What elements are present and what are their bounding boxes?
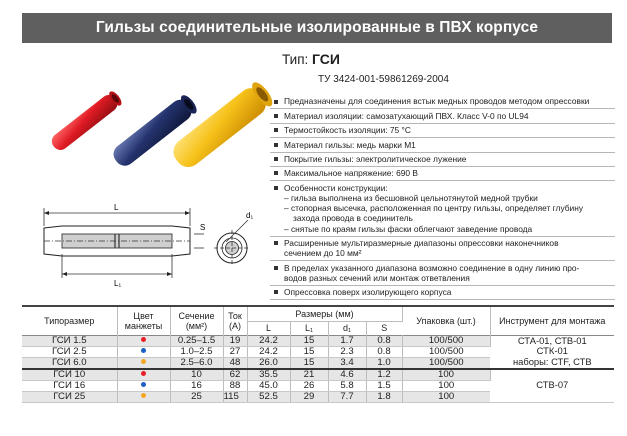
cell-model: ГСИ 6.0	[22, 357, 117, 369]
property-line: В пределах указанного диапазона возможно соединение в одну линию про-	[284, 262, 580, 273]
cell-s: 1.5	[366, 380, 402, 391]
property-line: Материал гильзы: медь марки М1	[284, 139, 416, 150]
property-line: Покрытие гильзы: электролитическое лужение	[284, 153, 467, 164]
product-photo	[20, 58, 282, 192]
bullet-square-icon	[274, 143, 278, 147]
cell-s: 1.2	[366, 369, 402, 381]
cell-d1: 1.7	[328, 335, 366, 346]
cell-section: 16	[170, 380, 223, 391]
color-dot-icon	[141, 359, 146, 364]
header-sizes: Размеры (мм)	[247, 306, 402, 321]
color-dot-icon	[141, 348, 146, 353]
cell-current: 19	[223, 335, 247, 346]
property-item	[270, 138, 615, 152]
cell-l: 52.5	[247, 391, 290, 402]
cell-model: ГСИ 16	[22, 380, 117, 391]
cell-model: ГСИ 1.5	[22, 335, 117, 346]
label-d1: d₁	[246, 211, 254, 220]
cell-model: ГСИ 25	[22, 391, 117, 402]
tool-line: СТВ-07	[536, 379, 569, 391]
cell-pack: 100/500	[402, 335, 490, 346]
property-item	[270, 167, 615, 181]
cell-l1: 26	[290, 380, 328, 391]
header-pack: Упаковка (шт.)	[402, 306, 490, 335]
cell-l1: 21	[290, 369, 328, 381]
cell-s: 0.8	[366, 335, 402, 346]
cell-section: 1.0–2.5	[170, 346, 223, 357]
cell-current: 115	[223, 391, 247, 402]
cell-current: 27	[223, 346, 247, 357]
property-line: водов разных сечений или монтаж ответвления	[284, 272, 470, 283]
cell-d1: 5.8	[328, 380, 366, 391]
property-line: – стопорная высечка, расположенная по центру гильзы, определяет глубину	[284, 203, 584, 214]
cell-tool	[490, 369, 614, 403]
cell-pack: 100/500	[402, 346, 490, 357]
property-line: Предназначены для соединения встык медных проводов методом опрессовки	[284, 96, 590, 107]
property-line: Опрессовка поверх изолирующего корпуса	[284, 287, 452, 298]
property-item	[270, 261, 615, 286]
table-row	[22, 369, 614, 381]
cell-l: 26.0	[247, 357, 290, 369]
property-line: Материал изоляции: самозатухающий ПВХ. Класс V-0 по UL94	[284, 110, 529, 121]
header-section: Сечение (мм²)	[170, 306, 223, 335]
cell-color	[117, 335, 170, 346]
cell-section: 25	[170, 391, 223, 402]
bullet-square-icon	[274, 171, 278, 175]
label-L: L	[114, 203, 119, 212]
cell-current: 62	[223, 369, 247, 381]
cell-l1: 15	[290, 335, 328, 346]
cell-color	[117, 369, 170, 381]
cell-l: 45.0	[247, 380, 290, 391]
cell-pack: 100	[402, 391, 490, 402]
table-row	[22, 335, 614, 346]
red-sleeve	[49, 89, 124, 153]
color-dot-icon	[141, 393, 146, 398]
property-item	[270, 181, 615, 236]
property-line: Расширенные мультиразмерные диапазоны опрессовки наконечников	[284, 237, 559, 248]
bullet-square-icon	[274, 114, 278, 118]
bullet-square-icon	[274, 186, 278, 190]
standard-code: ТУ 3424-001-59861269-2004	[318, 74, 449, 85]
label-S: S	[200, 223, 206, 232]
cell-l: 35.5	[247, 369, 290, 381]
bullet-square-icon	[274, 290, 278, 294]
cell-s: 1.0	[366, 357, 402, 369]
cell-l1: 15	[290, 357, 328, 369]
bullet-square-icon	[274, 128, 278, 132]
table-group-1	[22, 335, 614, 369]
cell-tool	[490, 335, 614, 369]
property-line: сечением до 10 мм²	[284, 248, 362, 259]
label-L1: L₁	[114, 279, 122, 288]
cell-model: ГСИ 2.5	[22, 346, 117, 357]
table-group-2	[22, 369, 614, 403]
cell-current: 48	[223, 357, 247, 369]
property-item	[270, 109, 615, 123]
header-color: Цвет манжеты	[117, 306, 170, 335]
spec-table-wrapper	[22, 305, 614, 403]
bullet-square-icon	[274, 100, 278, 104]
tool-line: СТК-01	[536, 345, 568, 357]
cell-l: 24.2	[247, 335, 290, 346]
properties-list	[270, 95, 615, 300]
property-item	[270, 95, 615, 109]
color-dot-icon	[141, 371, 146, 376]
cell-pack: 100	[402, 369, 490, 381]
cell-color	[117, 346, 170, 357]
color-dot-icon	[141, 382, 146, 387]
cell-pack: 100/500	[402, 357, 490, 369]
cell-color	[117, 391, 170, 402]
property-line: Термостойкость изоляции: 75 °С	[284, 125, 411, 136]
cell-d1: 7.7	[328, 391, 366, 402]
header-model: Типоразмер	[22, 306, 117, 335]
header-d1: d₁	[328, 321, 366, 335]
property-line: захода провода в соединитель	[293, 213, 413, 224]
property-line: Максимальное напряжение: 690 В	[284, 168, 418, 179]
color-dot-icon	[141, 337, 146, 342]
header-S: S	[366, 321, 402, 335]
type-label: Тип:	[282, 52, 309, 67]
cell-d1: 3.4	[328, 357, 366, 369]
property-item	[270, 153, 615, 167]
header-tool: Инструмент для монтажа	[499, 315, 606, 326]
property-line: – снятые по краям гильзы фаски облегчают заведение провода	[284, 223, 533, 234]
type-line	[282, 51, 340, 67]
cell-s: 1.8	[366, 391, 402, 402]
bullet-square-icon	[274, 157, 278, 161]
tool-line: СТА-01, СТВ-01	[517, 334, 587, 346]
cell-l1: 15	[290, 346, 328, 357]
property-item	[270, 124, 615, 138]
header-current: Ток (А)	[223, 306, 247, 335]
property-line: Особенности конструкции:	[284, 182, 388, 193]
cell-pack: 100	[402, 380, 490, 391]
cell-s: 0.8	[366, 346, 402, 357]
cell-d1: 2.3	[328, 346, 366, 357]
cell-l1: 29	[290, 391, 328, 402]
header-L1: L₁	[290, 321, 328, 335]
yellow-sleeve	[168, 79, 276, 172]
bullet-square-icon	[274, 241, 278, 245]
technical-drawing	[22, 198, 272, 292]
cell-section: 10	[170, 369, 223, 381]
page-title: Гильзы соединительные изолированные в ПВХ корпусе	[22, 13, 612, 43]
spec-table	[22, 305, 614, 403]
cell-model: ГСИ 10	[22, 369, 117, 381]
cell-section: 0.25–1.5	[170, 335, 223, 346]
cell-section: 2.5–6.0	[170, 357, 223, 369]
cell-d1: 4.6	[328, 369, 366, 381]
tool-line: наборы: СТF, СТВ	[512, 355, 592, 367]
cell-color	[117, 357, 170, 369]
property-item	[270, 286, 615, 300]
bullet-square-icon	[274, 266, 278, 270]
cell-current: 88	[223, 380, 247, 391]
cell-color	[117, 380, 170, 391]
property-line: – гильза выполнена из бесшовной цельнотянутой медной трубки	[284, 192, 538, 203]
type-value: ГСИ	[312, 51, 340, 67]
cell-l: 24.2	[247, 346, 290, 357]
property-item	[270, 237, 615, 262]
header-L: L	[247, 321, 290, 335]
